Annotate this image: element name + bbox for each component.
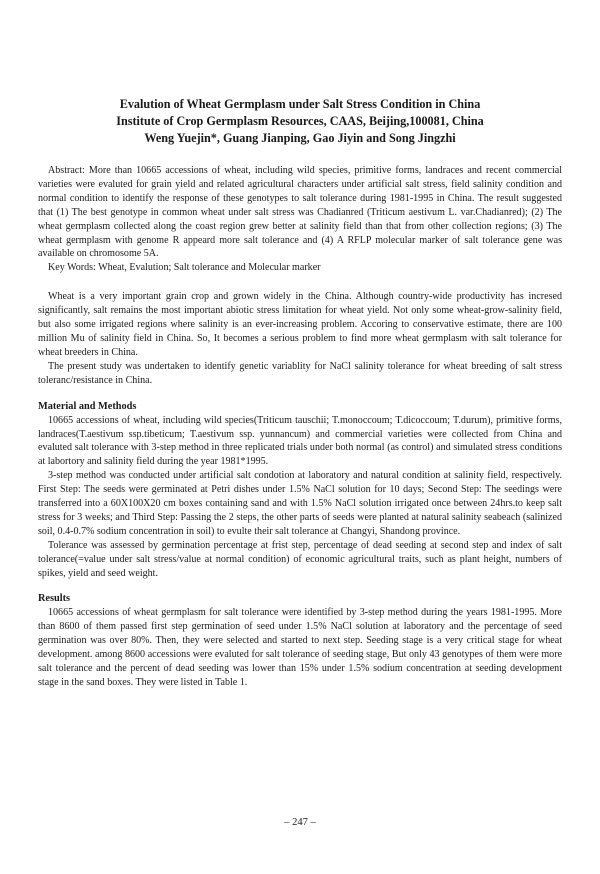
methods-heading: Material and Methods (38, 400, 137, 412)
methods-section (38, 400, 562, 581)
abstract-paragraph: Abstract: More than 10665 accessions of wheat, including wild species, primitive forms, landraces and recent commercial varieties were evaluted for grain yield and related agricultural characters under artificial salt stress, field salinity condition and normal condition to identify the response of these genotypes to salt tolerance during 1981-1995 in China. The result suggested that (1) The best genotype in common wheat under salt stress was Chadianred (Triticum aestivum L. var.Chadianred); (2) The wheat germplasm collected along the coast region grew better at salinity field than that from other collection regions; (3) The wheat germplasm with genome R appeard more salt tolerance and (4) A RFLP molecular marker of salt tolerance gene was available on chromosome 5A. (38, 165, 562, 260)
results-section (38, 592, 562, 689)
intro-paragraph-1: Wheat is a very important grain crop and grown widely in the China. Although country-wide productivity has incresed significantly, salt remains the most important abiotic stress limitation for wheat yield. Not only some wheat-grow-salinity field, but also some irrigated regions where salinity is an ever-increasing problem. Accoring to conservative estimate, there are 100 million Mu of salinity field in China. So, It becomes a serious problem to find more wheat germplasm with salt tolerance for wheat breeders in China. (38, 291, 562, 358)
results-paragraph-1: 10665 accessions of wheat germplasm for salt tolerance were identified by 3-step method during the years 1981-1995. More than 8600 of them passed first step germination of seed under 1.5% NaCl solution at laboratory and the percentage of seed germination was over 80%. Then, they were selected and started to next step. Seeding stage is a very critical stage for wheat development. among 8600 accessions were evaluted for salt tolerance of seeding stage, But only 43 genotypes of them were more salt tolerance and the percent of dead seeding was lower than 15% under 1.5% sodium concentration at seeding development stage in the sand boxes. They were listed in Table 1. (38, 607, 562, 688)
title-block (38, 96, 562, 147)
paper-title: Evalution of Wheat Germplasm under Salt Stress Condition in China (119, 97, 481, 111)
page-number: – 247 – (284, 817, 316, 828)
results-heading: Results (38, 593, 71, 605)
institute-line: Institute of Crop Germplasm Resources, CAAS, Beijing,100081, China (116, 114, 484, 128)
authors-line: Weng Yuejin*, Guang Jianping, Gao Jiyin and Song Jingzhi (144, 131, 456, 145)
keywords-line: Key Words: Wheat, Evalution; Salt tolerance and Molecular marker (48, 262, 321, 274)
methods-paragraph-3: Tolerance was assessed by germination percentage at frist step, percentage of dead seeding at second step and index of salt tolerance(=value under salt stress/value at normal condition) of economic agricultural traits, such as plant height, numbers of spikes, yield and seed weight. (38, 539, 562, 579)
abstract-section (38, 164, 562, 275)
body-text (38, 164, 562, 690)
methods-paragraph-1: 10665 accessions of wheat, including wild species(Triticum tauschii; T.monoccoum; T.dicoccoum; T.durum), primitive forms, landraces(T.aestivum ssp.tibeticum; T.aestivum ssp. yunnancum) and commercial varieties were collected from China and evaluted salt tolerance with 3-step method in three replicated trials under both normal (as control) and simulated stress conditions at labortory and salinity field during the year 1981*1995. (38, 414, 562, 468)
intro-paragraph-2: The present study was undertaken to identify genetic variablity for NaCl salinity tolerance for wheat breeding of salt stress toleranc/resistance in China. (38, 360, 562, 386)
methods-paragraph-2: 3-step method was conducted under artificial salt condotion at laboratory and natural condition at salinity field, respectively. First Step: The seeds were germinated at Petri dishes under 1.5% NaCl solution for 10 days; Second Step: The seedings were transferred into a 60X100X20 cm boxes containing sand and with 1.5% NaCl solution irrigated once between 24hrs.to keep salt stress for 3 weeks; and Third Step: Passing the 2 steps, the other parts of seeds were planted at natural salinity seabeach (salinized soil, 0.4-0.7% sodium concentration in soil) to evulte their salt tolerance at Changyi, Shandong province. (38, 470, 562, 537)
introduction-section (38, 290, 562, 387)
